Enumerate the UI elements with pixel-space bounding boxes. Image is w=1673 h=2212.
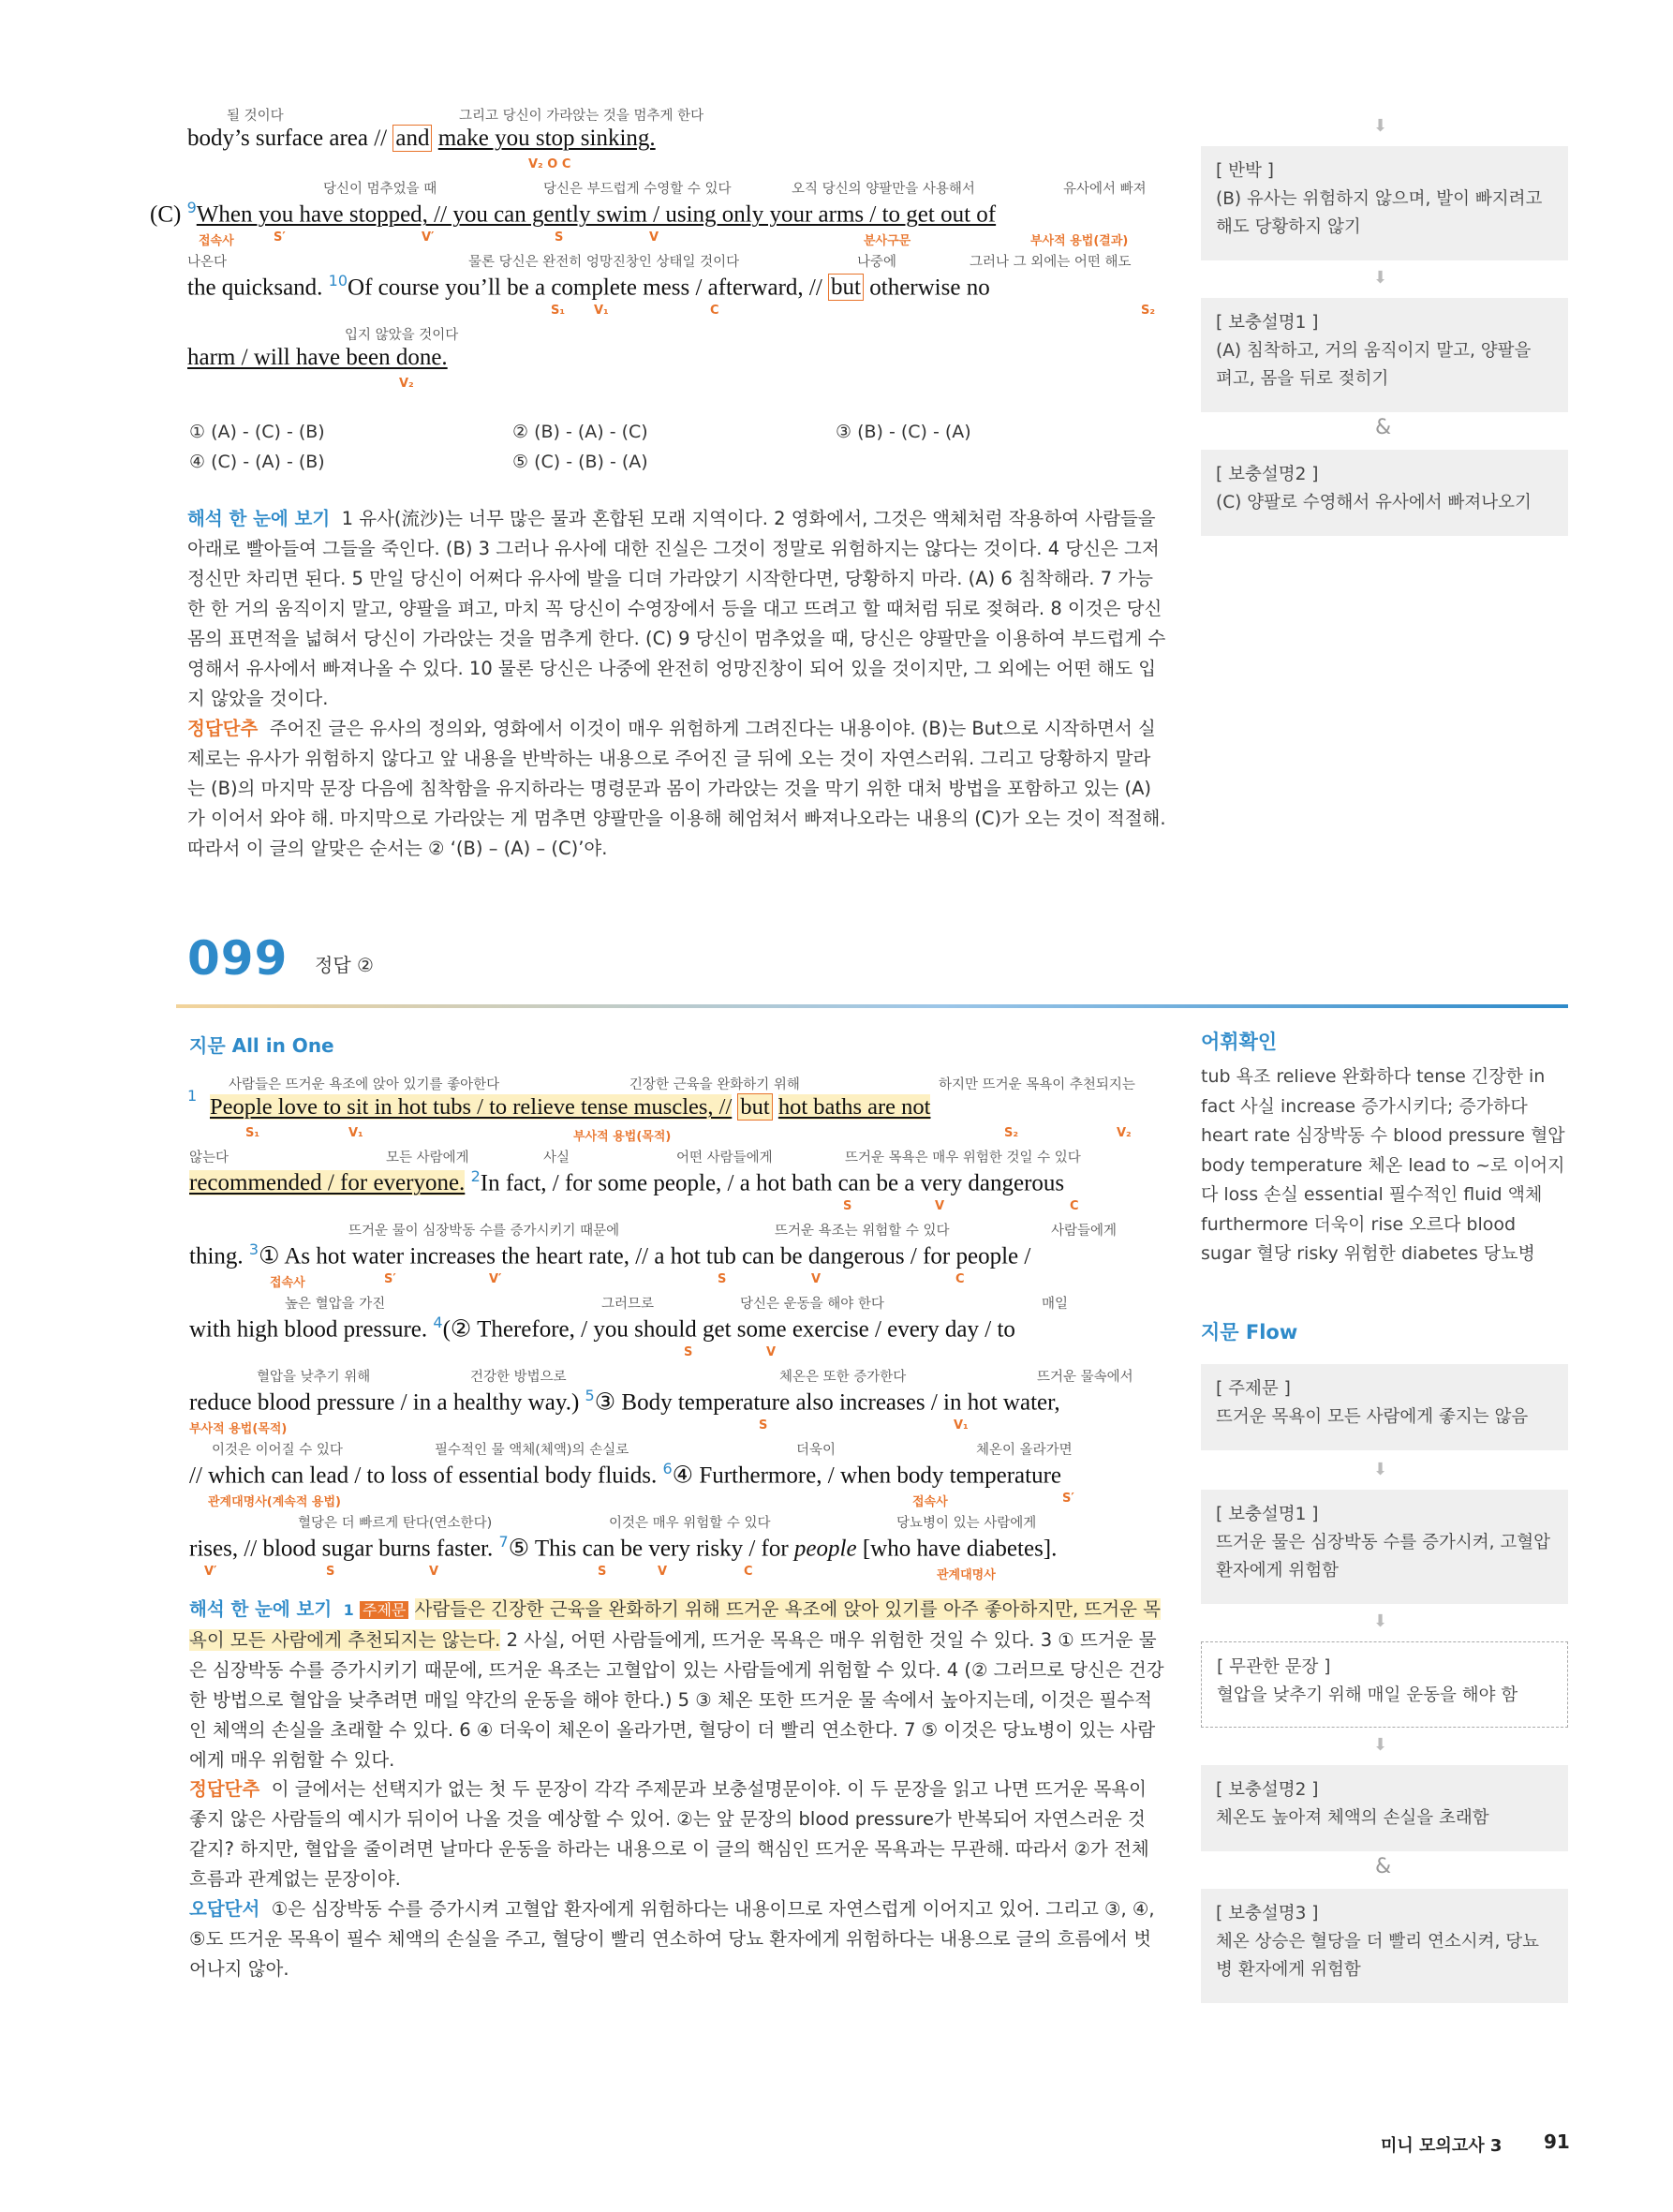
grammar-label: V′	[204, 1565, 217, 1579]
flow-head: 지문 Flow	[1201, 1321, 1298, 1344]
text: body’s surface area //	[187, 126, 388, 151]
english-line	[187, 126, 1162, 152]
flow-tag: [ 반박 ]	[1216, 161, 1274, 181]
grammar-label: C	[744, 1565, 753, 1579]
gloss: 오직 당신의 양팔만을 사용해서	[792, 182, 975, 197]
vocab-head: 어휘확인	[1201, 1031, 1278, 1053]
translation-text: 2 사실, 어떤 사람들에게, 뜨거운 목욕은 매우 위험한 것일 수 있다. 3 ① 뜨거운 물은 심장박동 수를 증가시키기 때문에, 뜨거운 욕조는 고혈압이 있는 사람들에게 위험할 수 있다. 4 (② 그러므로 당신은 건강한 방법으로 혈압을 낮추려면 매일 약간의 운동을 해야 한다.) 5 ③ 체온 또한 뜨거운 물 속에서 높아지는데, 이것은 필수적인 체액의 손실을 초래할 수 있다. 6 ④ 더욱이 체온이 올라가면, 혈당이 더 빨리 연소한다. 7 ⑤ 이것은 당뇨병이 있는 사람에게 매우 위험할 수 있다.	[189, 1629, 1164, 1771]
down-arrow-icon: ⬇	[1373, 1460, 1388, 1479]
top-line-1	[187, 105, 1162, 178]
sentence-number: 7	[498, 1533, 509, 1551]
bottom-answer-explanation	[189, 1774, 1168, 1894]
text: with high blood pressure.	[189, 1316, 428, 1343]
topic-sentence-tag: 주제문	[360, 1601, 408, 1619]
answer-choices	[189, 417, 1032, 477]
top-line-4	[187, 324, 1162, 397]
top-translation	[187, 504, 1166, 714]
passage-line-2	[189, 1147, 1163, 1220]
grammar-label: S′	[384, 1272, 396, 1286]
english-line	[189, 1387, 1163, 1416]
choice-1[interactable]: ① (A) - (C) - (B)	[189, 422, 325, 442]
gloss: 모든 사람에게	[386, 1151, 469, 1165]
text: hot baths are not	[777, 1094, 931, 1120]
flow-box-support1	[1201, 1490, 1568, 1604]
grammar-label: V₁	[348, 1126, 363, 1140]
english-line	[187, 345, 1162, 371]
sentence-number: 1	[187, 1087, 198, 1105]
text: ④ Furthermore, / when body temperature	[672, 1462, 1062, 1489]
gloss: 당신은 부드럽게 수영할 수 있다	[543, 182, 732, 197]
gloss: 그러므로	[601, 1297, 655, 1312]
grammar-label: V₂	[1117, 1126, 1132, 1140]
flow-box-topic	[1201, 1364, 1568, 1450]
bottom-translation	[189, 1595, 1168, 1775]
text: recommended / for everyone.	[189, 1170, 466, 1196]
sentence-number: 3	[248, 1240, 259, 1258]
grammar-label: V	[766, 1345, 777, 1359]
grammar-label: V′	[422, 230, 435, 245]
gloss: 그리고 당신이 가라앉는 것을 멈추게 한다	[459, 109, 704, 124]
flow-tag: [ 보충설명3 ]	[1216, 1904, 1319, 1923]
english-line	[189, 1460, 1163, 1489]
explanation-text: 이 글에서는 선택지가 없는 첫 두 문장이 각각 주제문과 보충설명문이야. 이 두 문장을 읽고 나면 뜨거운 목욕이 좋지 않은 사람들의 예시가 뒤이어 나올 것을 예상할 수 있어. ②는 앞 문장의 blood pressure가 반복되어 자연스러운 것 같지? 하지만, 혈압을 줄이려면 날마다 운동을 하라는 내용으로 이 글의 핵심인 뜨거운 목욕과는 무관해. 따라서 ②가 전체 흐름과 관계없는 문장이야.	[189, 1778, 1149, 1890]
paragraph-mark: (C)	[150, 201, 182, 228]
choice-5[interactable]: ⑤ (C) - (B) - (A)	[512, 452, 648, 472]
text: make you stop sinking.	[437, 126, 656, 151]
gloss: 나중에	[857, 255, 897, 270]
gloss: 높은 혈압을 가진	[285, 1297, 386, 1312]
grammar-label: S	[718, 1272, 727, 1286]
explanation-text: 주어진 글은 유사의 정의와, 영화에서 이것이 매우 위험하게 그려진다는 내용이야. (B)는 But으로 시작하면서 실제로는 유사가 위험하지 않다고 앞 내용을 반박하는 내용으로 주어진 글 뒤에 오는 것이 자연스러워. 그리고 당황하지 말라는 (B)의 마지막 문장 다음에 침착함을 유지하라는 명령문과 몸이 가라앉는 것을 막기 위한 대처 방법을 포함하고 있는 (A)가 이어서 와야 해. 마지막으로 가라앉는 게 멈추면 양팔만을 이용해 헤엄쳐서 빠져나오라는 내용의 (C)가 오는 것이 적절해. 따라서 이 글의 알맞은 순서는 ② ‘(B) – (A) – (C)’야.	[187, 718, 1166, 859]
flow-tag: [ 보충설명1 ]	[1216, 313, 1319, 333]
flow-tag: [ 보충설명1 ]	[1216, 1505, 1319, 1524]
text: ① As hot water increases the heart rate, // a hot tub can be dangerous / for people /	[259, 1243, 1031, 1269]
sentence-number: 1	[343, 1601, 354, 1619]
grammar-label: 관계대명사	[937, 1568, 996, 1582]
gloss: 이것은 이어질 수 있다	[212, 1443, 343, 1458]
grammar-label: S	[843, 1199, 852, 1213]
sentence-number: 10	[328, 272, 348, 289]
flow-text: 혈압을 낮추기 위해 매일 운동을 해야 함	[1217, 1685, 1518, 1705]
english-line	[189, 1314, 1163, 1343]
flow-box-support2	[1201, 450, 1568, 536]
grammar-label: V	[429, 1565, 439, 1579]
text: harm / will have been done.	[187, 345, 448, 370]
flow-tag: [ 보충설명2 ]	[1216, 465, 1319, 484]
down-arrow-icon: ⬇	[1373, 268, 1388, 288]
flow-text: 체온도 높아져 체액의 손실을 초래함	[1216, 1808, 1489, 1828]
gloss: 혈압을 낮추기 위해	[257, 1370, 371, 1385]
section-divider	[176, 1004, 1568, 1008]
flow-box-support2	[1201, 1765, 1568, 1851]
flow-box-support1	[1201, 298, 1568, 412]
ampersand-icon: &	[1375, 1855, 1392, 1878]
text: (② Therefore, / you should get some exercise / every day / to	[442, 1316, 1015, 1343]
passage-line-5	[189, 1366, 1163, 1439]
down-arrow-icon: ⬇	[1373, 116, 1388, 136]
flow-text: 뜨거운 목욕이 모든 사람에게 좋지는 않음	[1216, 1407, 1529, 1427]
flow-text: 체온 상승은 혈당을 더 빨리 연소시켜, 당뇨병 환자에게 위험함	[1216, 1932, 1539, 1980]
gloss: 될 것이다	[227, 109, 284, 124]
translation-text: 1 유사(流沙)는 너무 많은 물과 혼합된 모래 지역이다. 2 영화에서, 그것은 액체처럼 작용하여 사람들을 아래로 빨아들여 그들을 죽인다. (B) 3 그러나 유사에 대한 진실은 그것이 정말로 위험하지는 않다는 것이다. 4 당신은 그저 정신만 차리면 된다. 5 만일 당신이 어쩌다 유사에 발을 디뎌 가라앉기 시작한다면, 당황하지 마라. (A) 6 침착해라. 7 가능한 한 거의 움직이지 말고, 양팔을 펴고, 마치 꼭 당신이 수영장에서 등을 대고 뜨려고 할 때처럼 뒤로 젖혀라. 8 이것은 당신 몸의 표면적을 넓혀서 당신이 가라앉는 것을 멈추게 한다. (C) 9 당신이 멈추었을 때, 당신은 양팔만을 이용하여 부드럽게 수영해서 유사에서 빠져나올 수 있다. 10 물론 당신은 나중에 완전히 엉망진창이 되어 있을 것이지만, 그 외에는 어떤 해도 입지 않았을 것이다.	[187, 508, 1166, 709]
flow-tag: [ 무관한 문장 ]	[1217, 1657, 1331, 1677]
flow-text: (B) 유사는 위험하지 않으며, 발이 빠지려고 해도 당황하지 않기	[1216, 189, 1543, 237]
gloss: 사실	[543, 1151, 570, 1165]
gloss: 물론 당신은 완전히 엉망진창인 상태일 것이다	[468, 255, 740, 270]
gloss: 나온다	[187, 255, 228, 270]
text: ③ Body temperature also increases / in hot water,	[594, 1389, 1060, 1416]
grammar-label: V	[811, 1272, 822, 1286]
page-number: 91	[1544, 2130, 1570, 2153]
english-line	[189, 1167, 1163, 1196]
grammar-label: 접속사	[270, 1276, 305, 1290]
grammar-label: 관계대명사(계속적 용법)	[208, 1495, 341, 1509]
gloss: 건강한 방법으로	[470, 1370, 567, 1385]
grammar-label: 부사적 용법(결과)	[1030, 234, 1129, 248]
answer-label: 정답 ②	[315, 954, 374, 976]
flow-text: 뜨거운 물은 심장박동 수를 증가시켜, 고혈압 환자에게 위험함	[1216, 1533, 1550, 1581]
text: rises, // blood sugar burns faster.	[189, 1536, 494, 1562]
section-head: 오답단서	[189, 1898, 260, 1920]
gloss: 사람들에게	[1051, 1224, 1118, 1239]
grammar-label: S₂	[1141, 304, 1156, 318]
gloss: 당신은 운동을 해야 한다	[740, 1297, 884, 1312]
gloss: 하지만 뜨거운 목욕이 추천되지는	[939, 1077, 1135, 1092]
gloss: 뜨거운 물속에서	[1037, 1370, 1133, 1385]
grammar-label: S	[326, 1565, 335, 1579]
hint-text: ①은 심장박동 수를 증가시켜 고혈압 환자에게 위험하다는 내용이므로 자연스럽게 이어지고 있어. 그리고 ③, ④, ⑤도 뜨거운 목욕이 필수 체액의 손실을 주고, 혈당이 빨리 연소하여 당뇨 환자에게 위험하다는 내용으로 글의 흐름에서 벗어나지 않아.	[189, 1898, 1155, 1980]
grammar-label: V	[649, 230, 659, 245]
gloss: 이것은 매우 위험할 수 있다	[609, 1516, 771, 1531]
gloss: 입지 않았을 것이다	[345, 328, 459, 343]
gloss: 체온은 또한 증가한다	[779, 1370, 907, 1385]
grammar-label: S′	[274, 230, 286, 245]
grammar-label: S₂	[1004, 1126, 1019, 1140]
passage-line-3	[189, 1220, 1163, 1293]
grammar-label: 부사적 용법(목적)	[573, 1130, 672, 1144]
flow-text: (C) 양팔로 수영해서 유사에서 빠져나오기	[1216, 493, 1532, 512]
text: otherwise no	[869, 275, 990, 301]
text: When you have stopped, // you can gently swim / using only your arms / to get out of	[196, 201, 997, 228]
down-arrow-icon: ⬇	[1373, 1611, 1388, 1631]
grammar-label: C	[955, 1272, 965, 1286]
grammar-label: S₁	[245, 1126, 260, 1140]
passage-line-6	[189, 1439, 1163, 1512]
passage-line-1	[189, 1074, 1163, 1147]
text: People love to sit in hot tubs / to relieve tense muscles, //	[210, 1094, 733, 1120]
top-answer-explanation	[187, 714, 1166, 864]
grammar-label: S	[684, 1345, 693, 1359]
section-head: 해석 한 눈에 보기	[187, 508, 331, 529]
english-line	[189, 1533, 1163, 1562]
section-head: 정답단추	[187, 718, 259, 739]
topic-sentence-translation: 사람들은 긴장한 근육을 완화하기 위해 뜨거운 욕조에 앉아 있기를 아주 좋아하지만, 뜨거운 목욕이 모든 사람에게 추천되지는 않는다.	[189, 1598, 1161, 1651]
grammar-label: 접속사	[199, 234, 234, 248]
gloss: 그러나 그 외에는 어떤 해도	[970, 255, 1132, 270]
flow-box-support3	[1201, 1889, 1568, 2003]
english-line	[187, 272, 1162, 301]
gloss: 필수적인 물 액체(체액)의 손실로	[435, 1443, 629, 1458]
passage-head: 지문 All in One	[189, 1034, 334, 1057]
choice-4[interactable]: ④ (C) - (A) - (B)	[189, 452, 325, 472]
choice-3[interactable]: ③ (B) - (C) - (A)	[836, 422, 971, 442]
gloss: 더욱이	[796, 1443, 836, 1458]
section-head: 정답단추	[189, 1778, 260, 1800]
conjunction-box: and	[392, 125, 432, 152]
gloss: 뜨거운 목욕은 매우 위험한 것일 수 있다	[845, 1151, 1081, 1165]
sentence-number: 9	[186, 199, 197, 216]
flow-text: (A) 침착하고, 거의 움직이지 말고, 양팔을 펴고, 몸을 뒤로 젖히기	[1216, 341, 1532, 389]
grammar-label: S	[555, 230, 564, 245]
top-line-2	[150, 178, 1162, 251]
gloss: 매일	[1042, 1297, 1069, 1312]
grammar-label: V₂ O C	[528, 157, 571, 171]
text: reduce blood pressure / in a healthy way.)	[189, 1389, 580, 1416]
gloss: 않는다	[189, 1151, 229, 1165]
text: In fact, / for some people, / a hot bath can be a very dangerous	[480, 1170, 1065, 1196]
grammar-label: 접속사	[912, 1495, 948, 1509]
sentence-number: 2	[470, 1167, 481, 1185]
gloss: 긴장한 근육을 완화하기 위해	[629, 1077, 800, 1092]
text: the quicksand.	[187, 275, 323, 301]
gloss: 당뇨병이 있는 사람에게	[896, 1516, 1037, 1531]
gloss: 유사에서 빠져	[1063, 182, 1147, 197]
sentence-number: 6	[662, 1460, 673, 1477]
grammar-label: V₁	[954, 1418, 969, 1433]
gloss: 혈당은 더 빠르게 탄다(연소한다)	[298, 1516, 493, 1531]
ampersand-icon: &	[1375, 416, 1392, 439]
text: Of course you’ll be a complete mess / afterward, //	[348, 275, 822, 301]
relative-clause: [who have diabetes].	[862, 1536, 1058, 1562]
gloss: 어떤 사람들에게	[676, 1151, 773, 1165]
english-line	[150, 199, 1162, 228]
flow-box-irrelevant	[1201, 1641, 1568, 1728]
question-number: 099	[187, 931, 289, 986]
sentence-number: 5	[585, 1387, 595, 1404]
footer-title: 미니 모의고사 3	[1381, 2136, 1503, 2156]
sentence-number: 4	[433, 1314, 443, 1331]
grammar-label: V	[658, 1565, 668, 1579]
antecedent: people	[793, 1536, 857, 1562]
english-line	[187, 1087, 1163, 1121]
text: thing.	[189, 1243, 244, 1269]
text: // which can lead / to loss of essential body fluids.	[189, 1462, 658, 1489]
passage-line-7	[189, 1512, 1163, 1585]
grammar-label: C	[1070, 1199, 1079, 1213]
grammar-label: V	[935, 1199, 945, 1213]
passage-line-4	[189, 1293, 1163, 1366]
flow-box-rebuttal	[1201, 146, 1568, 260]
grammar-label: S	[598, 1565, 607, 1579]
bottom-wrong-answer-hint	[189, 1894, 1168, 1984]
text: ⑤ This can be very risky / for	[508, 1536, 789, 1562]
choice-2[interactable]: ② (B) - (A) - (C)	[512, 422, 648, 442]
top-line-3	[187, 251, 1162, 324]
grammar-label: V₂	[399, 377, 414, 391]
english-line	[189, 1240, 1163, 1269]
down-arrow-icon: ⬇	[1373, 1735, 1388, 1755]
section-head: 해석 한 눈에 보기	[189, 1598, 333, 1620]
gloss: 뜨거운 물이 심장박동 수를 증가시키기 때문에	[348, 1224, 620, 1239]
flow-tag: [ 보충설명2 ]	[1216, 1780, 1319, 1800]
grammar-label: S₁	[551, 304, 566, 318]
flow-tag: [ 주제문 ]	[1216, 1379, 1291, 1399]
grammar-label: C	[710, 304, 719, 318]
grammar-label: 분사구문	[864, 234, 911, 248]
grammar-label: 부사적 용법(목적)	[189, 1422, 288, 1436]
gloss: 체온이 올라가면	[976, 1443, 1073, 1458]
grammar-label: S′	[1062, 1492, 1074, 1506]
grammar-label: S	[759, 1418, 768, 1433]
grammar-label: V₁	[594, 304, 609, 318]
gloss: 당신이 멈추었을 때	[323, 182, 437, 197]
conjunction-box: but	[737, 1093, 772, 1121]
vocab-list: tub 욕조 relieve 완화하다 tense 긴장한 in fact 사실 increase 증가시키다; 증가하다 heart rate 심장박동 수 blood pressure 혈압 body temperature 체온 lead to ~로 이어지다 loss 손실 essential 필수적인 fluid 액체 furthermore 더욱이 rise 오르다 blood sugar 혈당 risky 위험한 diabetes 당뇨병	[1201, 1066, 1565, 1264]
conjunction-box: but	[828, 274, 864, 301]
grammar-label: V′	[489, 1272, 502, 1286]
gloss: 사람들은 뜨거운 욕조에 앉아 있기를 좋아한다	[229, 1077, 500, 1092]
gloss: 뜨거운 욕조는 위험할 수 있다	[775, 1224, 950, 1239]
